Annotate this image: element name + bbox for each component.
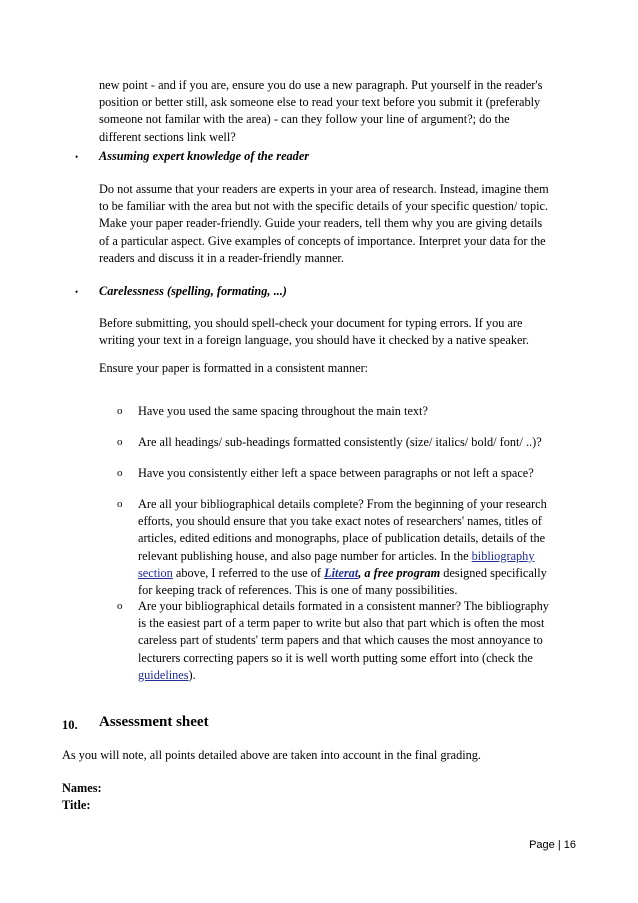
carelessness-paragraph xyxy=(99,315,579,349)
bullet-marker: • xyxy=(75,152,79,162)
text-line: to be familiar with the area but not with the specific details of your specific question/ topic. xyxy=(99,199,549,214)
subitem-marker: o xyxy=(117,498,123,510)
text-line: Are your bibliographical details formated in a consistent manner? The bibliography xyxy=(138,599,549,613)
subitem-marker: o xyxy=(117,600,123,612)
section-title: Assessment sheet xyxy=(99,714,209,730)
title-label: Title: xyxy=(62,798,91,812)
subitem-bibliography-format xyxy=(138,598,578,684)
section-number: 10. xyxy=(62,718,78,732)
text-line xyxy=(138,667,578,684)
subitem-marker: o xyxy=(117,467,123,479)
subitem-paragraph-space: Have you consistently either left a space between paragraphs or not left a space? xyxy=(138,466,534,480)
text-line: efforts, you should ensure that you take exact notes of researchers' names, titles of xyxy=(138,514,542,529)
text-line: new point - and if you are, ensure you do use a new paragraph. Put yourself in the reader's xyxy=(99,78,543,92)
text-line: writing your text in a foreign language, you should have it checked by a native speaker. xyxy=(99,333,529,348)
text-line: readers and discuss it in a reader-friendly manner. xyxy=(99,250,344,265)
literat-link[interactable]: Literat xyxy=(324,565,359,580)
text-line: Make your paper reader-friendly. Guide your readers, tell them why you are giving details xyxy=(99,216,543,231)
bullet-marker: • xyxy=(75,287,79,297)
subitem-headings: Are all headings/ sub-headings formatted consistently (size/ italics/ bold/ font/ ..)? xyxy=(138,435,542,449)
formatting-intro: Ensure your paper is formatted in a consistent manner: xyxy=(99,361,369,375)
text-line: someone not familar with the area) - can they follow your line of argument?; do the xyxy=(99,112,510,127)
text-span: ). xyxy=(188,667,196,682)
bibliography-link[interactable]: bibliography xyxy=(471,548,535,563)
text-line: careless part of students' term papers and that which causes the most annoyance to xyxy=(138,633,543,648)
text-line: different sections link well? xyxy=(99,129,236,144)
subitem-bibliography-complete xyxy=(138,496,578,599)
text-line: articles, edited editions and monographs, place of publication details, details of the xyxy=(138,531,546,546)
text-line xyxy=(138,548,578,565)
text-line: position or better still, ask someone else to read your text before you submit it (preferably xyxy=(99,95,541,110)
expert-knowledge-paragraph xyxy=(99,181,579,267)
text-line: of a particular aspect. Give examples of concepts of importance. Interpret your data for the xyxy=(99,233,546,248)
text-line xyxy=(138,565,578,582)
text-line: for keeping track of references. This is one of many possibilities. xyxy=(138,583,458,598)
bibliography-section-link[interactable]: section xyxy=(138,565,173,580)
names-label: Names: xyxy=(62,781,102,795)
page-number: Page | 16 xyxy=(529,839,576,851)
guidelines-link[interactable]: guidelines xyxy=(138,667,189,682)
text-line: Before submitting, you should spell-check your document for typing errors. If you are xyxy=(99,316,523,330)
free-program-text: , a free program xyxy=(358,565,441,580)
subitem-marker: o xyxy=(117,405,123,417)
intro-paragraph xyxy=(99,77,579,146)
bullet-heading-carelessness: Carelessness (spelling, formating, ...) xyxy=(99,284,287,298)
text-span: above, I referred to the use of xyxy=(172,565,325,580)
text-line: Do not assume that your readers are experts in your area of research. Instead, imagine them xyxy=(99,182,549,196)
text-span: relevant publishing house, and also page number for articles. In the xyxy=(138,548,472,563)
section-text: As you will note, all points detailed above are taken into account in the final grading. xyxy=(62,748,482,762)
bullet-heading-expert-knowledge: Assuming expert knowledge of the reader xyxy=(99,149,310,163)
text-line: Are all your bibliographical details complete? From the beginning of your research xyxy=(138,497,547,511)
text-line: is the easiest part of a term paper to write but also that part which is often the most xyxy=(138,616,545,631)
subitem-spacing: Have you used the same spacing throughout the main text? xyxy=(138,404,428,418)
subitem-marker: o xyxy=(117,436,123,448)
text-line: lecturers correcting papers so it is well worth putting some effort into (check the xyxy=(138,650,533,665)
text-span: designed specifically xyxy=(440,565,547,580)
